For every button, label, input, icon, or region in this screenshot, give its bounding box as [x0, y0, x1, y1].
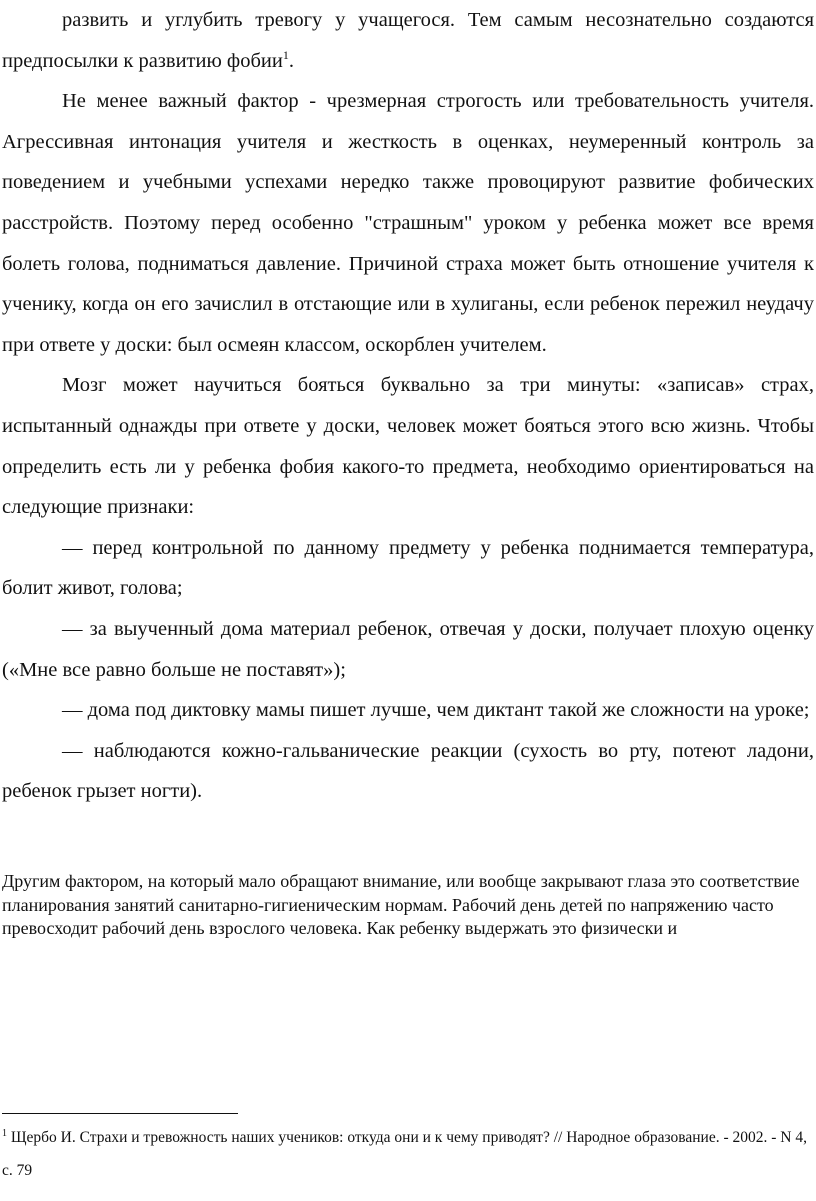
paragraph-1: [2, 0, 814, 81]
list-item-3: — дома под диктовку мамы пишет лучше, чем диктант такой же сложности на уроке;: [62, 699, 810, 722]
main-text: [2, 0, 814, 812]
footnote: [2, 1121, 814, 1187]
small-paragraph: Другим фактором, на который мало обращают внимание, или вообще закрывают глаза это соответствие планирования занятий санитарно-гигиеническим нормам. Рабочий день детей по напряжению часто превосходит рабочий день взрослого человека. Как ребенку выдержать это физически и: [2, 871, 800, 938]
paragraph-1-text: развить и углубить тревогу у учащегося. Тем самым несознательно создаются предпосылки к развитию фобии: [2, 9, 814, 72]
paragraph-1-tail: .: [288, 49, 294, 72]
paragraph-3: Мозг может научиться бояться буквально за три минуты: «записав» страх, испытанный однажды при ответе у доски, человек может бояться этого всю жизнь. Чтобы определить есть ли у ребенка фобия какого-то предмета, необходимо ориентироваться на следующие признаки:: [2, 374, 814, 519]
paragraph-2: Не менее важный фактор - чрезмерная строгость или требовательность учителя. Агрессивная интонация учителя и жесткость в оценках, неумеренный контроль за поведением и учебными успехами нередко также провоцируют развитие фобических расстройств. Поэтому перед особенно "страшным" уроком у ребенка может все время болеть голова, подниматься давление. Причиной страха может быть отношение учителя к ученику, когда он его зачислил в отстающие или в хулиганы, если ребенок пережил неудачу при ответе у доски: был осмеян классом, оскорблен учителем.: [2, 90, 814, 356]
list-item-1: — перед контрольной по данному предмету у ребенка поднимается температура, болит живот, голова;: [2, 536, 814, 600]
footnote-text: Щербо И. Страхи и тревожность наших учеников: откуда они и к чему приводят? // Народное образование. - 2002. - N 4, с. 79: [2, 1129, 807, 1179]
footnote-marker: 1: [2, 1128, 7, 1139]
list-item-2: — за выученный дома материал ребенок, отвечая у доски, получает плохую оценку («Мне все равно больше не поставят»);: [2, 617, 814, 681]
list-item-4: — наблюдаются кожно-гальванические реакции (сухость во рту, потеют ладони, ребенок грызет ногти).: [2, 739, 814, 803]
footnote-divider: [2, 1113, 238, 1114]
footnote-reference[interactable]: 1: [282, 47, 289, 62]
